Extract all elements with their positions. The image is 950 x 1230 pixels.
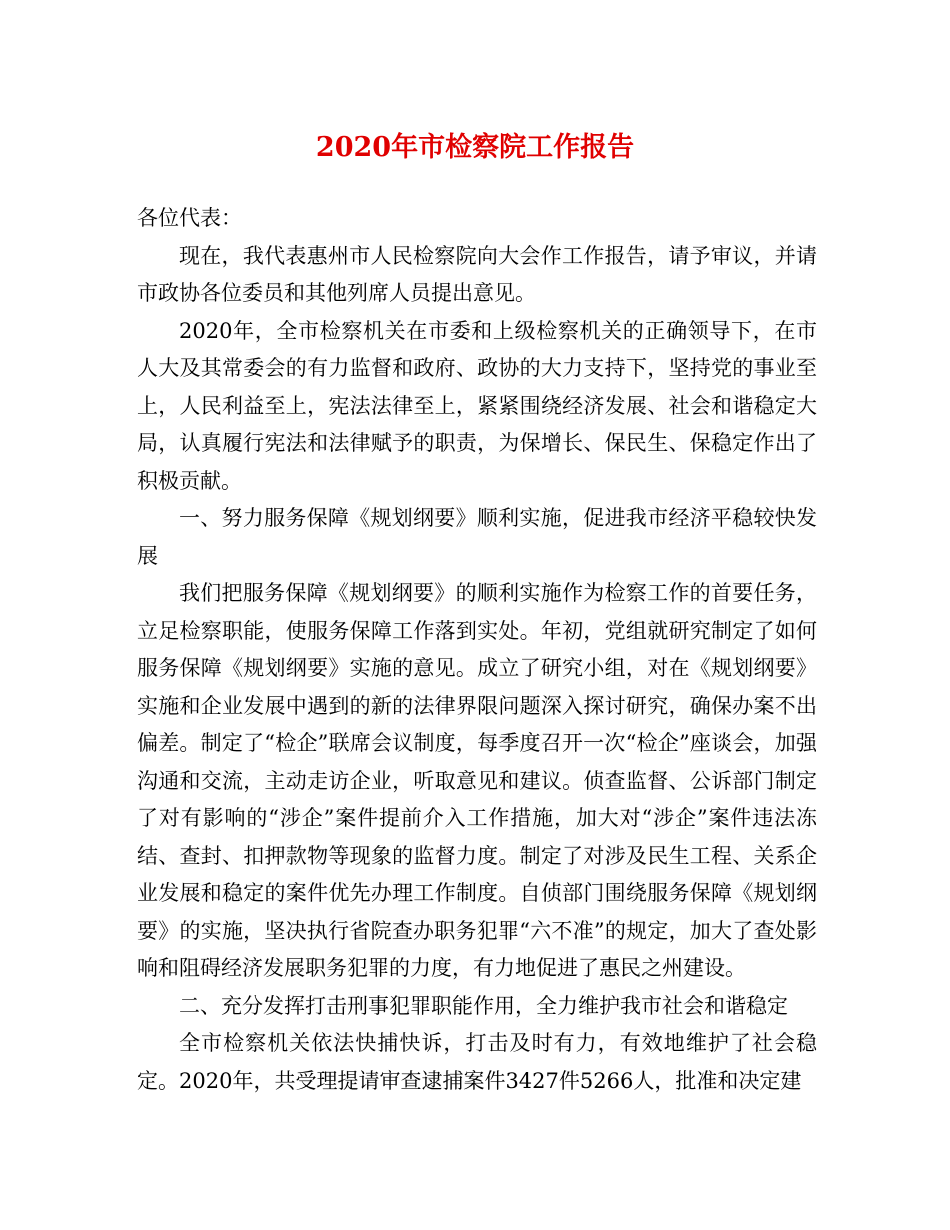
document-title: 2020年市检察院工作报告 <box>315 132 635 163</box>
document-body <box>137 200 817 1100</box>
summary-paragraph: 2020年，全市检察机关在市委和上级检察机关的正确领导下，在市人大及其常委会的有力监督和政府、政协的大力支持下，坚持党的事业至上，人民利益至上，宪法法律至上，紧紧围绕经济发展、社会和谐稳定大局，认真履行宪法和法律赋予的职责，为保增长、保民生、保稳定作出了积极贡献。 <box>137 318 817 493</box>
intro-paragraph: 现在，我代表惠州市人民检察院向大会作工作报告，请予审议，并请市政协各位委员和其他列席人员提出意见。 <box>137 243 817 305</box>
section-2-paragraph: 全市检察机关依法快捕快诉，打击及时有力，有效地维护了社会稳定。2020年，共受理提请审查逮捕案件3427件5266人，批准和决定建 <box>137 1031 817 1093</box>
section-heading-2: 二、充分发挥打击刑事犯罪职能作用，全力维护我市社会和谐稳定 <box>179 993 788 1018</box>
section-1-paragraph: 我们把服务保障《规划纲要》的顺利实施作为检察工作的首要任务，立足检察职能，使服务保障工作落到实处。年初，党组就研究制定了如何服务保障《规划纲要》实施的意见。成立了研究小组，对在《规划纲要》实施和企业发展中遇到的新的法律界限问题深入探讨研究，确保办案不出偏差。制定了“检企”联席会议制度，每季度召开一次“检企”座谈会，加强沟通和交流，主动走访企业，听取意见和建议。侦查监督、公诉部门制定了对有影响的“涉企”案件提前介入工作措施，加大对“涉企”案件违法冻结、查封、扣押款物等现象的监督力度。制定了对涉及民生工程、关系企业发展和稳定的案件优先办理工作制度。自侦部门围绕服务保障《规划纲要》的实施，坚决执行省院查办职务犯罪“六不准”的规定，加大了查处影响和阻碍经济发展职务犯罪的力度，有力地促进了惠民之州建设。 <box>137 581 817 980</box>
salutation-paragraph: 各位代表： <box>137 206 242 230</box>
section-heading-1: 一、努力服务保障《规划纲要》顺利实施，促进我市经济平稳较快发展 <box>137 506 817 568</box>
